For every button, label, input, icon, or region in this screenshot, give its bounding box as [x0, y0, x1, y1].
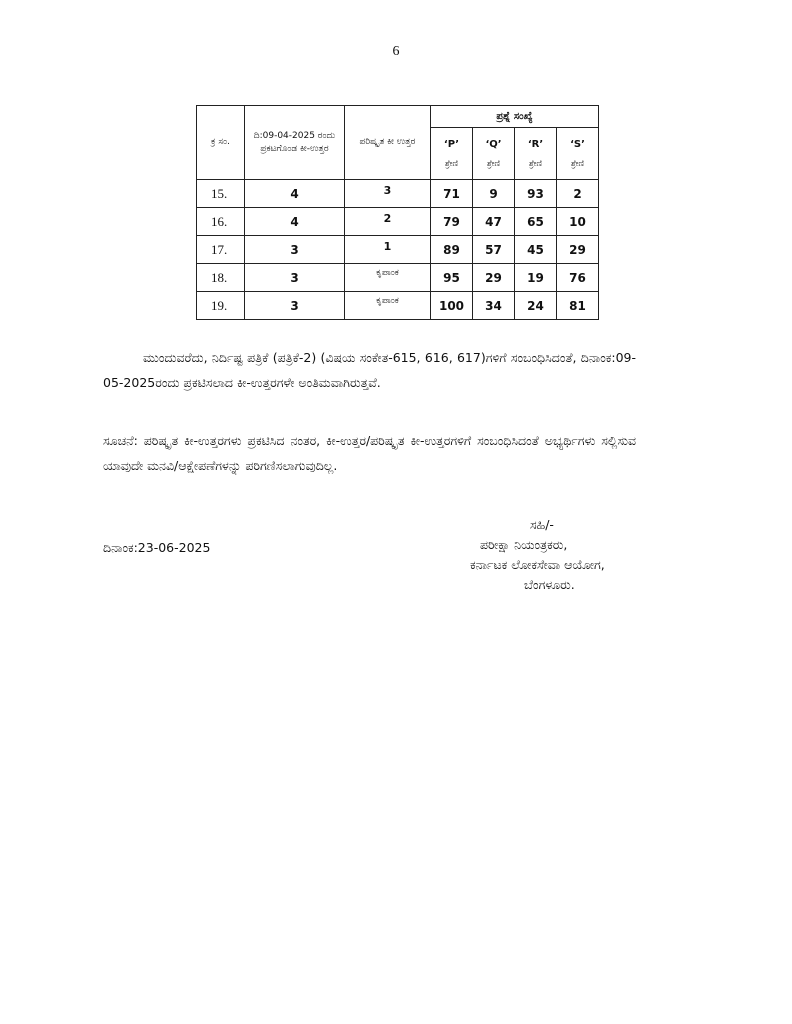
cell-series-p: 100	[431, 292, 473, 320]
notice-paragraph: ಸೂಚನೆ: ಪರಿಷ್ಕೃತ ಕೀ-ಉತ್ತರಗಳು ಪ್ರಕಟಿಸಿದ ನಂತರ, ಕೀ-ಉತ್ತರ/ಪರಿಷ್ಕೃತ ಕೀ-ಉತ್ತರಗಳಿಗೆ ಸಂಬಂಧಿಸಿದಂತೆ ಅಭ್ಯರ್ಥಿಗಳು ಸಲ್ಲಿಸುವ ಯಾವುದೇ ಮನವಿ/ಆಕ್ಷೇಪಣೆಗಳನ್ನು ಪರಿಗಣಿಸಲಾಗುವುದಿಲ್ಲ.	[103, 433, 636, 473]
signature-block	[470, 515, 670, 595]
series-letter: ‘Q’	[485, 138, 502, 150]
cell-series-s: 10	[557, 208, 599, 236]
cell-sno: 16.	[197, 208, 245, 236]
cell-series-r: 24	[515, 292, 557, 320]
cell-series-r: 93	[515, 180, 557, 208]
header-series-r	[515, 128, 557, 180]
series-word: ಶ್ರೇಣಿ	[528, 158, 542, 168]
table-row	[197, 236, 599, 264]
cell-announced-key: 3	[245, 292, 345, 320]
cell-series-p: 71	[431, 180, 473, 208]
issue-date: ದಿನಾಂಕ:23-06-2025	[103, 540, 211, 555]
cell-series-p: 79	[431, 208, 473, 236]
series-letter: ‘P’	[443, 138, 460, 150]
header-series-q	[473, 128, 515, 180]
cell-series-r: 19	[515, 264, 557, 292]
header-series-p	[431, 128, 473, 180]
cell-series-q: 9	[473, 180, 515, 208]
series-letter: ‘R’	[527, 138, 544, 150]
revised-key-table	[196, 105, 599, 320]
cell-revised-key: 2	[345, 208, 431, 236]
table-row	[197, 180, 599, 208]
series-word: ಶ್ರೇಣಿ	[570, 158, 584, 168]
cell-series-p: 95	[431, 264, 473, 292]
cell-series-s: 2	[557, 180, 599, 208]
header-revised-key: ಪರಿಷ್ಕೃತ ಕೀ ಉತ್ತರ	[345, 106, 431, 180]
cell-series-s: 81	[557, 292, 599, 320]
cell-revised-key: ಕೃಪಾಂಕ	[345, 264, 431, 292]
series-word: ಶ್ರೇಣಿ	[486, 158, 500, 168]
cell-sno: 15.	[197, 180, 245, 208]
cell-announced-key: 4	[245, 180, 345, 208]
signature-mark: ಸಹಿ/-	[530, 517, 554, 532]
series-letter: ‘S’	[570, 138, 585, 150]
header-announced-key: ದಿ:09-04-2025 ರಂದು ಪ್ರಕಟಗೊಂಡ ಕೀ-ಉತ್ತರ	[245, 106, 345, 180]
cell-announced-key: 3	[245, 264, 345, 292]
cell-sno: 19.	[197, 292, 245, 320]
signatory-title: ಪರೀಕ್ಷಾ ನಿಯಂತ್ರಕರು,	[480, 537, 568, 552]
cell-announced-key: 3	[245, 236, 345, 264]
cell-revised-key: ಕೃಪಾಂಕ	[345, 292, 431, 320]
cell-sno: 18.	[197, 264, 245, 292]
table-row	[197, 292, 599, 320]
cell-series-s: 29	[557, 236, 599, 264]
header-question-number: ಪ್ರಶ್ನೆ ಸಂಖ್ಯೆ	[431, 106, 599, 128]
cell-series-s: 76	[557, 264, 599, 292]
cell-series-q: 57	[473, 236, 515, 264]
organization-name: ಕರ್ನಾಟಕ ಲೋಕಸೇವಾ ಆಯೋಗ,	[470, 557, 605, 572]
cell-announced-key: 4	[245, 208, 345, 236]
header-series-s	[557, 128, 599, 180]
cell-revised-key: 1	[345, 236, 431, 264]
cell-series-q: 34	[473, 292, 515, 320]
table-row	[197, 208, 599, 236]
header-sno: ಕ್ರ ಸಂ.	[197, 106, 245, 180]
series-word: ಶ್ರೇಣಿ	[444, 158, 458, 168]
cell-series-p: 89	[431, 236, 473, 264]
cell-series-r: 45	[515, 236, 557, 264]
final-key-paragraph: ಮುಂದುವರೆದು, ನಿರ್ದಿಷ್ಟ ಪತ್ರಿಕೆ (ಪತ್ರಿಕೆ-2) (ವಿಷಯ ಸಂಕೇತ-615, 616, 617)ಗಳಿಗೆ ಸಂಬಂಧಿಸಿದಂತೆ, ದಿನಾಂಕ:09-05-2025ರಂದು ಪ್ರಕಟಿಸಲಾದ ಕೀ-ಉತ್ತರಗಳೇ ಅಂತಿಮವಾಗಿರುತ್ತವೆ.	[103, 350, 636, 390]
page-number: 6	[392, 44, 400, 59]
cell-series-r: 65	[515, 208, 557, 236]
organization-city: ಬೆಂಗಳೂರು.	[524, 577, 575, 592]
cell-sno: 17.	[197, 236, 245, 264]
cell-series-q: 29	[473, 264, 515, 292]
cell-series-q: 47	[473, 208, 515, 236]
table-row	[197, 264, 599, 292]
cell-revised-key: 3	[345, 180, 431, 208]
